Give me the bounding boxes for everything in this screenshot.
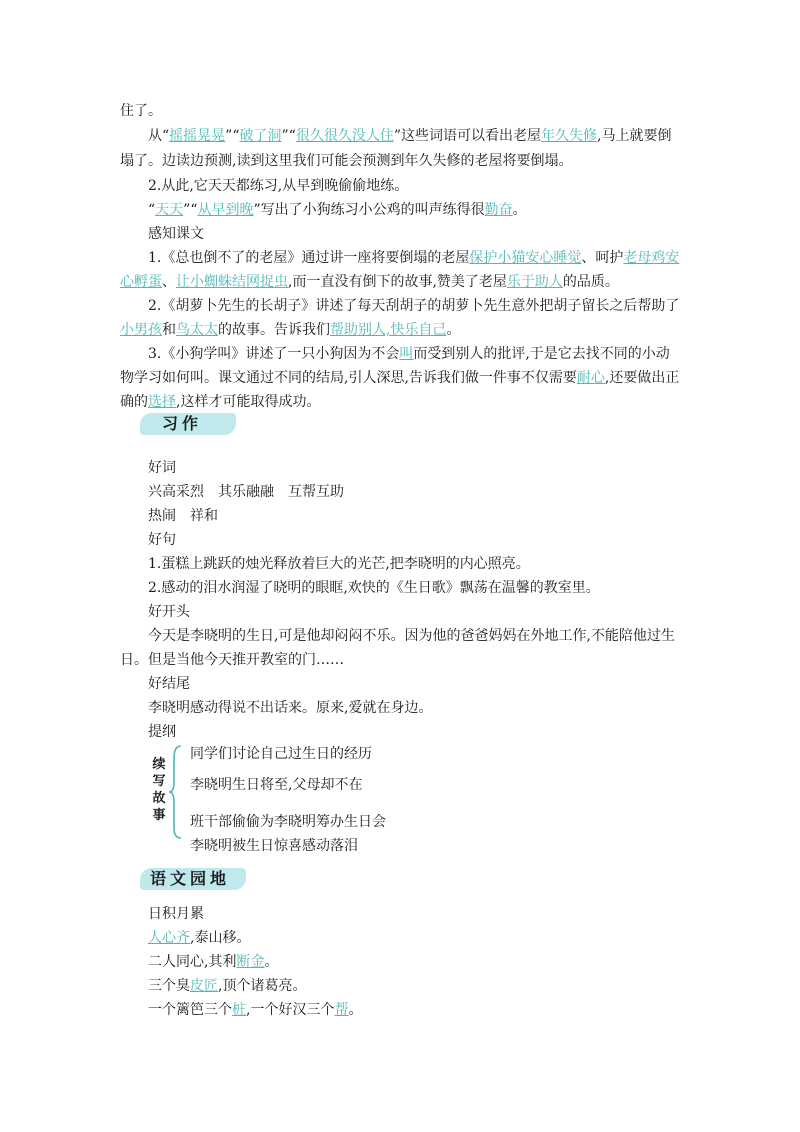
label: 提纲 (148, 724, 176, 740)
text-line: “天天”“从早到晚”写出了小狗练习小公鸡的叫声练得很勤奋。 (148, 202, 527, 218)
text-line: 兴高采烈 其乐融融 互帮互助 (148, 484, 344, 500)
text-line: 日。但是当他今天推开教室的门…… (120, 652, 344, 668)
label: 好开头 (148, 604, 190, 620)
text-line: 2.《胡萝卜先生的长胡子》讲述了每天刮胡子的胡萝卜先生意外把胡子留长之后帮助了 (148, 298, 680, 314)
text-line: 确的选择,这样才可能取得成功。 (120, 394, 321, 410)
text-line: 2.从此,它天天都练习,从早到晚偷偷地练。 (148, 178, 409, 194)
text-line: 1.蛋糕上跳跃的烛光释放着巨大的光芒,把李晓明的内心照亮。 (148, 556, 530, 572)
banner-title: 习作 (162, 414, 203, 433)
filled-answer: 心孵蛋 (120, 274, 162, 290)
label: 好词 (148, 460, 176, 476)
filled-answer: 很久很久没人住 (295, 128, 394, 144)
section-banner-garden (140, 864, 250, 894)
filled-answer: 选择 (148, 394, 176, 410)
text-line: 一个篱笆三个桩,一个好汉三个帮。 (148, 1002, 363, 1018)
filled-answer: 从早到晚 (197, 202, 254, 218)
outline-item: 班干部偷偷为李晓明筹办生日会 (190, 814, 386, 830)
brace-icon (168, 744, 184, 840)
filled-answer: 摇摇晃晃 (169, 128, 226, 144)
filled-answer: 乐于助人 (506, 274, 563, 290)
text-line: 塌了。边读边预测,读到这里我们可能会预测到年久失修的老屋将要倒塌。 (120, 153, 573, 169)
text-line: 人心齐,泰山移。 (148, 930, 251, 946)
section-banner-writing (140, 409, 240, 439)
text-line: 二人同心,其利断金。 (148, 954, 279, 970)
text-line: 住了。 (120, 103, 162, 119)
filled-answer: 皮匠 (190, 978, 218, 994)
filled-answer: 叫 (399, 346, 414, 362)
filled-answer: 帮助别人,快乐自己 (330, 322, 447, 338)
filled-answer: 人心齐 (148, 930, 190, 946)
outline-item: 同学们讨论自己过生日的经历 (190, 746, 372, 762)
filled-answer: 天天 (155, 202, 184, 218)
filled-answer: 小男孩 (120, 322, 162, 338)
filled-answer: 帮 (334, 1002, 349, 1018)
text-line: 1.《总也倒不了的老屋》通过讲一座将要倒塌的老屋保护小猫安心睡觉、呵护老母鸡安 (148, 250, 680, 266)
label: 好结尾 (148, 676, 190, 692)
text-line: 今天是李晓明的生日,可是他却闷闷不乐。因为他的爸爸妈妈在外地工作,不能陪他过生 (148, 628, 675, 644)
outline-item: 李晓明被生日惊喜感动落泪 (190, 838, 358, 854)
label: 好句 (148, 532, 176, 548)
text-line: 三个臭皮匠,顶个诸葛亮。 (148, 978, 307, 994)
filled-answer: 断金 (236, 954, 265, 970)
text-line: 心孵蛋、让小蜘蛛结网捉虫,而一直没有倒下的故事,赞美了老屋乐于助人的品质。 (120, 274, 619, 290)
filled-answer: 老母鸡安 (623, 250, 680, 266)
label: 日积月累 (148, 906, 204, 922)
filled-answer: 桩 (232, 1002, 246, 1018)
filled-answer: 保护小猫安心睡觉 (469, 250, 582, 266)
outline-item: 李晓明生日将至,父母却不在 (190, 777, 363, 793)
text-line: 3.《小狗学叫》讲述了一只小狗因为不会叫而受到别人的批评,于是它去找不同的小动 (148, 346, 670, 362)
filled-answer: 年久失修 (541, 128, 597, 144)
banner-title: 语文园地 (150, 869, 231, 888)
filled-answer: 勤奋 (484, 202, 513, 218)
text-line: 热闹 祥和 (148, 508, 218, 524)
text-line: 小男孩和鸟太太的故事。告诉我们帮助别人,快乐自己。 (120, 322, 461, 338)
text-line: 从“摇摇晃晃”“破了洞”“很久很久没人住”这些词语可以看出老屋年久失修,马上就要倒 (148, 128, 672, 144)
filled-answer: 鸟太太 (176, 322, 218, 338)
filled-answer: 破了洞 (239, 128, 282, 144)
filled-answer: 让小蜘蛛结网捉虫 (176, 274, 288, 290)
text-line: 2.感动的泪水润湿了晓明的眼眶,欢快的《生日歌》飘荡在温馨的教室里。 (148, 580, 600, 596)
text-line: 物学习如何叫。课文通过不同的结局,引人深思,告诉我们做一件事不仅需要耐心,还要做出正 (120, 370, 680, 386)
outline-side-label: 续写故事 (152, 757, 166, 823)
filled-answer: 耐心 (576, 370, 605, 386)
text-line: 李晓明感动得说不出话来。原来,爱就在身边。 (148, 700, 433, 716)
section-heading: 感知课文 (148, 226, 204, 242)
